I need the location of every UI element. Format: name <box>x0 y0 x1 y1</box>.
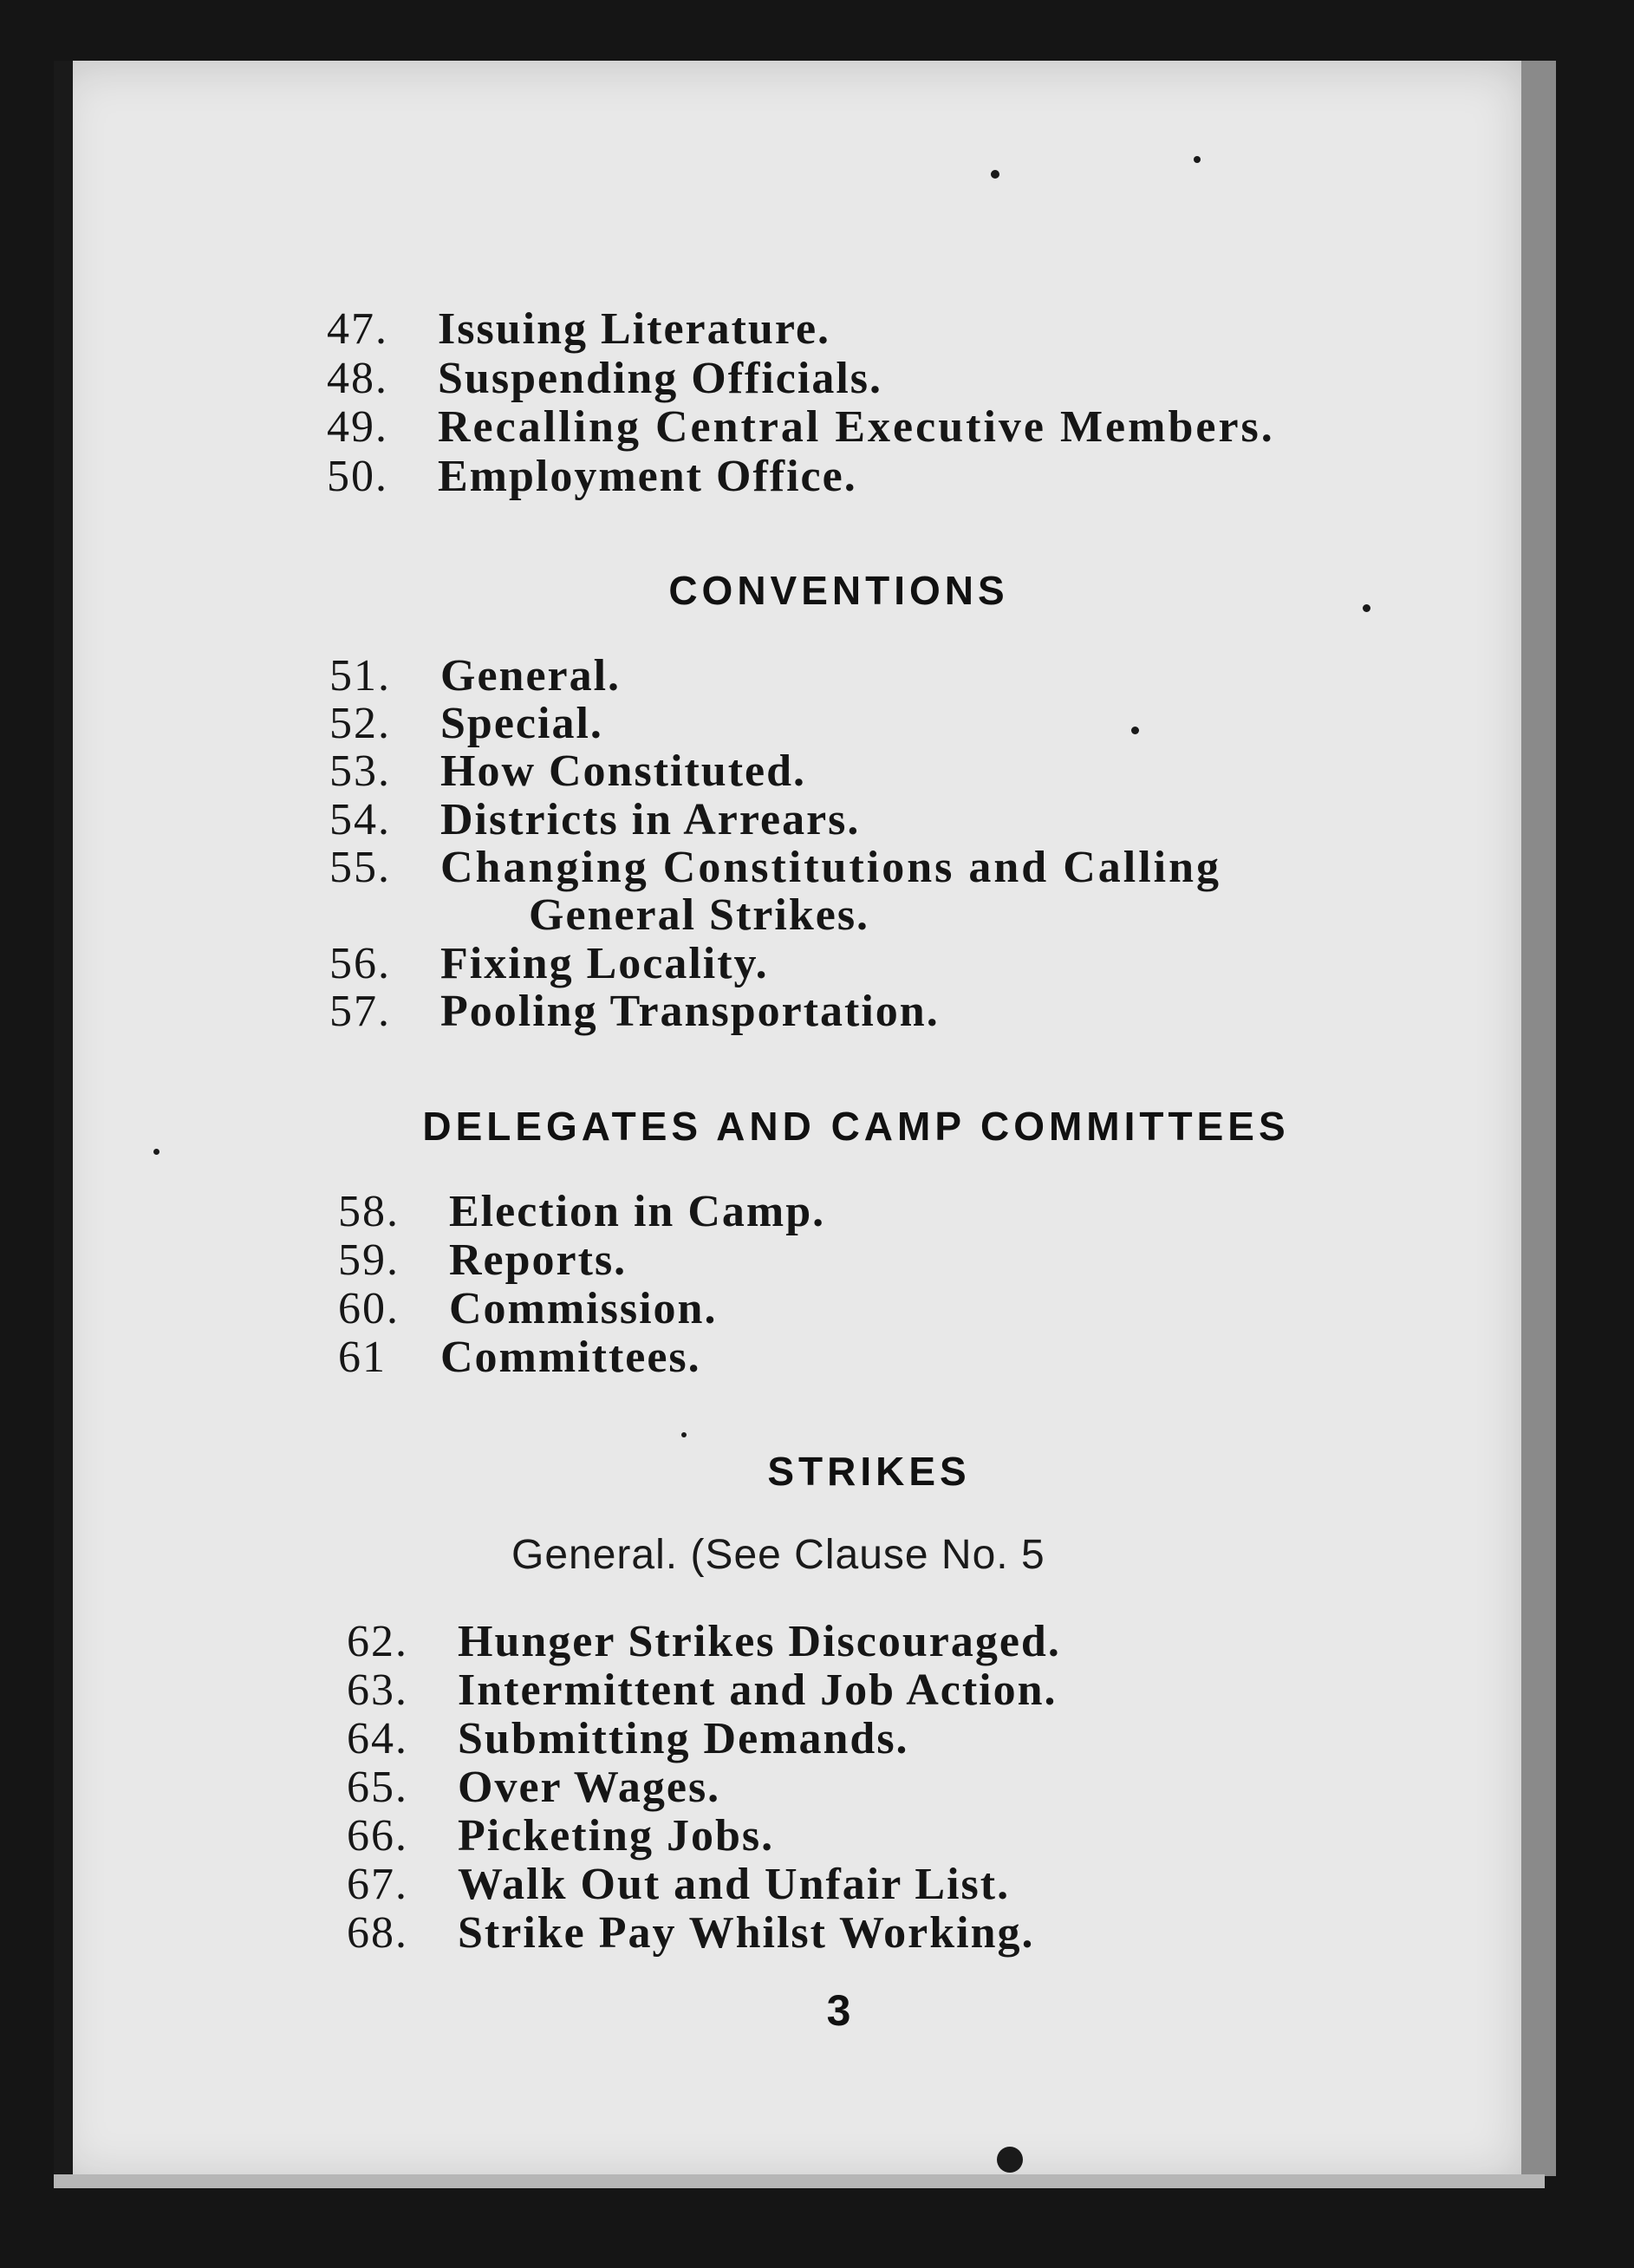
list-item <box>338 1332 701 1383</box>
list-item <box>327 451 857 502</box>
list-item <box>327 303 830 355</box>
item-continuation: General Strikes. <box>529 890 870 940</box>
item-text: Districts in Arrears. <box>440 795 861 844</box>
item-text: Over Wages. <box>458 1763 721 1812</box>
list-item <box>327 401 1275 453</box>
page-number: 3 <box>826 1986 851 2035</box>
item-number: 50. <box>327 452 388 501</box>
item-number: 55. <box>329 843 391 892</box>
item-text: Commission. <box>449 1284 718 1333</box>
item-number: 48. <box>327 354 388 403</box>
list-item <box>329 698 603 749</box>
item-number: 67. <box>347 1860 408 1909</box>
item-number: 54. <box>329 795 391 844</box>
item-text: Issuing Literature. <box>438 304 831 354</box>
item-text: Employment Office. <box>438 452 857 501</box>
item-number: 65. <box>347 1763 408 1812</box>
item-number: 56. <box>329 939 391 988</box>
item-number: 49. <box>327 402 388 452</box>
item-text: Strike Pay Whilst Working. <box>458 1908 1035 1958</box>
list-item <box>338 1283 717 1334</box>
section-heading-strikes: STRIKES <box>767 1449 971 1494</box>
list-item <box>329 794 860 845</box>
item-number: 68. <box>347 1908 408 1958</box>
section-heading-conventions: CONVENTIONS <box>668 568 1009 613</box>
item-text: Recalling Central Executive Members. <box>438 402 1275 452</box>
item-text: General. <box>440 651 622 701</box>
item-number: 61 <box>338 1333 387 1382</box>
list-item <box>347 1616 1061 1667</box>
item-number: 64. <box>347 1714 408 1763</box>
item-text: Hunger Strikes Discouraged. <box>458 1617 1061 1666</box>
item-number: 60. <box>338 1284 400 1333</box>
item-text: Picketing Jobs. <box>458 1811 775 1861</box>
list-item <box>329 986 940 1037</box>
item-text: Special. <box>440 699 603 748</box>
item-text: Suspending Officials. <box>438 354 883 403</box>
item-number: 58. <box>338 1187 400 1236</box>
item-text: How Constituted. <box>440 746 807 796</box>
list-item <box>347 1810 774 1861</box>
list-item <box>329 650 621 701</box>
section-heading-delegates: DELEGATES AND CAMP COMMITTEES <box>422 1104 1290 1149</box>
list-item <box>347 1762 720 1813</box>
list-item <box>329 842 1221 893</box>
item-text: Committees. <box>440 1333 701 1382</box>
item-text: Reports. <box>449 1235 628 1285</box>
item-text: Walk Out and Unfair List. <box>458 1860 1011 1909</box>
list-item <box>347 1713 909 1764</box>
item-text: Submitting Demands. <box>458 1714 909 1763</box>
item-number: 66. <box>347 1811 408 1861</box>
list-item <box>329 938 769 989</box>
list-item <box>329 746 806 797</box>
list-item <box>347 1665 1058 1716</box>
item-number: 62. <box>347 1617 408 1666</box>
item-text: Pooling Transportation. <box>440 987 940 1036</box>
section-subheading: General. (See Clause No. 5 <box>511 1532 1045 1578</box>
list-item <box>338 1186 825 1237</box>
item-text: Changing Constitutions and Calling <box>440 843 1222 892</box>
item-number: 57. <box>329 987 391 1036</box>
list-item <box>347 1859 1010 1910</box>
item-number: 59. <box>338 1235 400 1285</box>
list-item <box>327 353 882 404</box>
item-number: 53. <box>329 746 391 796</box>
item-text: Intermittent and Job Action. <box>458 1665 1058 1715</box>
item-number: 63. <box>347 1665 408 1715</box>
item-text: Election in Camp. <box>449 1187 826 1236</box>
item-number: 47. <box>327 304 388 354</box>
item-number: 52. <box>329 699 391 748</box>
item-text: Fixing Locality. <box>440 939 769 988</box>
list-item <box>338 1235 627 1286</box>
list-item <box>347 1907 1035 1958</box>
item-number: 51. <box>329 651 391 701</box>
